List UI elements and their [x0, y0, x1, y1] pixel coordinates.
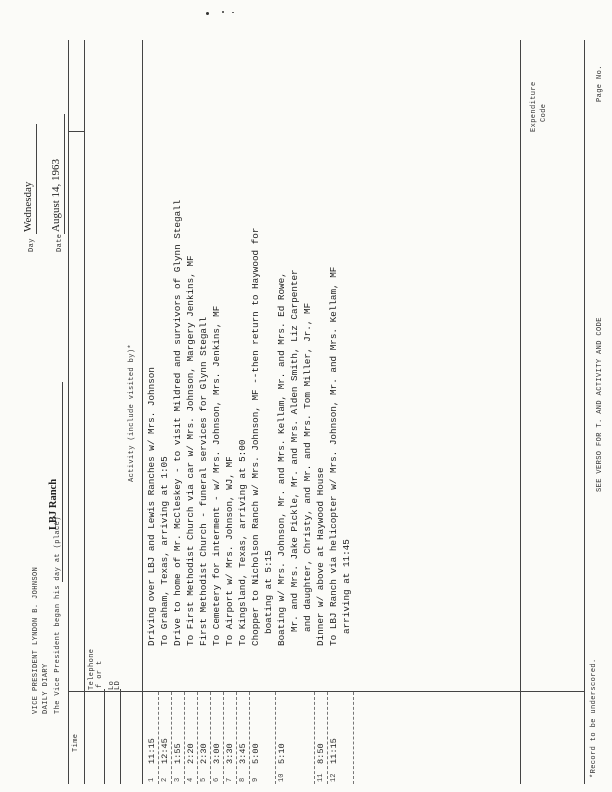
row-number: 4: [187, 777, 195, 782]
row-number: 8: [239, 777, 247, 782]
row-number: 5: [200, 777, 208, 782]
row-activity-line: First Methodist Church - funeral services for Glynn Stegall: [198, 316, 209, 646]
row-activity-line: To Kingsland, Texas, arriving at 5:00: [237, 439, 248, 646]
time-header: Time: [72, 733, 80, 752]
table-top-border: [68, 40, 69, 784]
row-divider: [327, 692, 328, 784]
row-divider: [184, 692, 185, 784]
row-time: 2:20: [186, 743, 196, 764]
row-activity-line: Boating w/ Mrs. Johnson, Mr. and Mrs. Kellam, Mr. and Mrs. Ed Rowe,: [276, 272, 287, 646]
place-underline: [62, 382, 63, 582]
lo-header: Lo: [108, 680, 116, 690]
row-time: 5:10: [277, 743, 287, 764]
lo-ld-divider: [104, 689, 105, 784]
row-activity-line: Dinner w/ above at Haywood House: [315, 467, 326, 646]
telephone-sub-header: f or t: [96, 660, 104, 688]
row-number: 2: [161, 777, 169, 782]
place-label: The Vice President began his day at (place): [54, 516, 62, 714]
row-time: 11:15: [329, 738, 339, 764]
expenditure-code-header: Code: [540, 103, 548, 122]
date-value: August 14, 1963: [50, 158, 62, 232]
row-activity-line: To Cemetery for interment - w/ Mrs. Johnson, Mrs. Jenkins, MF: [211, 305, 222, 646]
row-activity-line: arriving at 11:45: [341, 539, 352, 634]
row-number: 11: [317, 773, 325, 782]
row-number: 1: [148, 777, 156, 782]
row-divider: [275, 692, 276, 784]
row-activity-line: To First Methodist Church via car w/ Mrs. Johnson, Margery Jenkins, MF: [185, 255, 196, 646]
row-divider: [171, 692, 172, 784]
row-number: 12: [330, 773, 338, 782]
row-activity-line: Driving over LBJ and Lewis Ranches w/ Mrs. Johnson: [146, 367, 157, 646]
page-number-label: Page No.: [596, 65, 604, 102]
row-activity-line: Drive to home of Mr. McCleskey - to visit Mildred and survivors of Glynn Stegall: [172, 199, 183, 646]
row-number: 3: [174, 777, 182, 782]
row-time: 1:55: [173, 743, 183, 764]
row-divider: [223, 692, 224, 784]
telephone-header: Telephone: [88, 648, 96, 690]
row-number: 10: [278, 773, 286, 782]
row-activity-line: boating at 5:15: [263, 550, 274, 634]
table-activity-divider: [142, 40, 143, 784]
row-divider: [249, 692, 250, 784]
footer-note: *Record to be underscored.: [590, 658, 598, 778]
row-time: 2:30: [199, 743, 209, 764]
row-divider: [158, 692, 159, 784]
row-activity-line: Mr. and Mrs. Jake Pickle, Mr. and Mrs. Alden Smith, Liz Carpenter: [289, 269, 300, 632]
row-divider: [210, 692, 211, 784]
row-divider: [314, 692, 315, 784]
row-time: 11:15: [147, 738, 157, 764]
row-number: 9: [252, 777, 260, 782]
row-time: 8:50: [316, 743, 326, 764]
telephone-divider: [120, 689, 121, 784]
table-bottom-border: [584, 40, 585, 784]
row-time: 3:45: [238, 743, 248, 764]
row-time: 12:45: [160, 738, 170, 764]
activity-header: Activity (include visited by)*: [128, 343, 136, 482]
date-underline: [64, 114, 65, 234]
row-activity-line: To LBJ Ranch via helicopter w/ Mrs. Johnson, Mr. and Mrs. Kellam, MF: [328, 266, 339, 646]
phone-split: [68, 131, 84, 132]
expenditure-divider: [520, 40, 521, 784]
name-line: VICE PRESIDENT LYNDON B. JOHNSON: [32, 566, 40, 714]
day-label: Day: [28, 238, 36, 252]
row-time: 3:00: [212, 743, 222, 764]
row-number: 6: [213, 777, 221, 782]
day-value: Wednesday: [22, 181, 34, 232]
column-header-divider: [68, 691, 584, 692]
library-stamp: [409, 0, 519, 1]
ld-header: LD: [114, 680, 122, 690]
row-time: 3:30: [225, 743, 235, 764]
diary-label: DAILY DIARY: [42, 663, 50, 714]
row-number: 7: [226, 777, 234, 782]
row-activity-line: and daughter, Christy, and Mr. and Mrs. Tom Miller, Jr., MF: [302, 302, 313, 632]
row-divider: [197, 692, 198, 784]
row-time: 5:00: [251, 743, 261, 764]
day-underline: [36, 124, 37, 234]
row-activity-line: Chopper to Nicholson Ranch w/ Mrs. Johnson, MF --then return to Haywood for: [250, 227, 261, 646]
row-divider: [236, 692, 237, 784]
place-value: LBJ Ranch: [48, 478, 59, 530]
row-activity-line: To Graham, Texas, arriving at 1:05: [159, 456, 170, 646]
see-verso-note: SEE VERSO FOR T. AND ACTIVITY AND CODE: [596, 317, 604, 492]
expenditure-header: Expenditure: [530, 81, 538, 132]
table-header-divider: [84, 40, 85, 784]
row-activity-line: To Airport w/ Mrs. Johnson, WJ, MF: [224, 456, 235, 646]
row-divider: [353, 692, 354, 784]
date-label: Date: [56, 233, 64, 252]
